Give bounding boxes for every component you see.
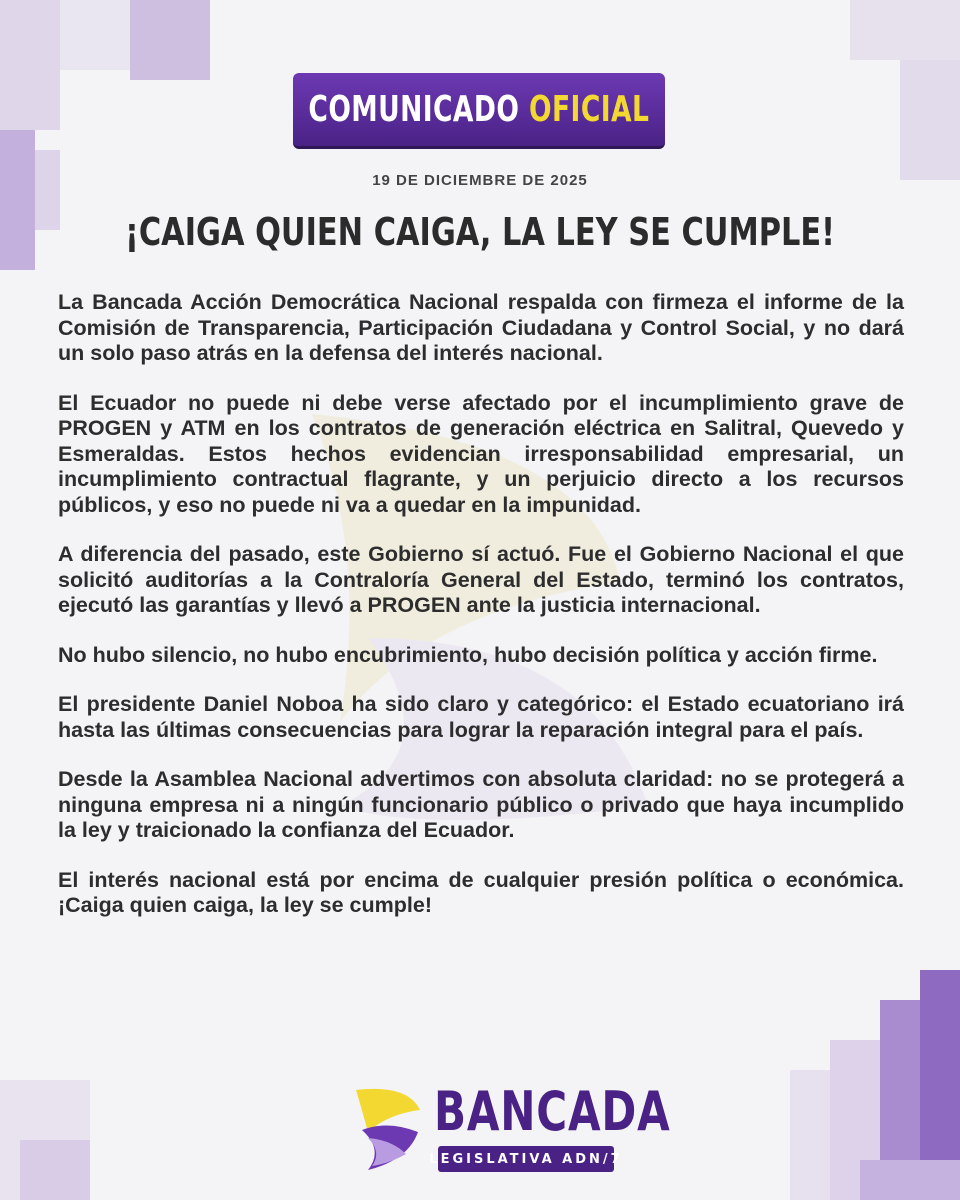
paragraph: El presidente Daniel Noboa ha sido claro y categórico: el Estado ecuatoriano irá hasta las últimas consecuencias para lograr la reparación integral para el país. <box>58 692 904 742</box>
header-badge <box>293 73 665 149</box>
logo-subtitle-badge <box>429 1146 623 1172</box>
logo-swirl-icon <box>348 1080 430 1176</box>
badge-title-main: COMUNICADO <box>308 89 520 130</box>
paragraph: El interés nacional está por encima de cualquier presión política o económica. ¡Caiga quien caiga, la ley se cumple! <box>58 867 904 917</box>
logo-subtitle: LEGISLATIVA ADN/7 <box>429 1151 623 1167</box>
logo-word: BANCADA <box>434 1080 671 1143</box>
statement-body <box>58 290 904 943</box>
badge-title <box>309 89 650 130</box>
paragraph: La Bancada Acción Democrática Nacional respalda con firmeza el informe de la Comisión de Transparencia, Participación Ciudadana y Control Social, y no dará un solo paso atrás en la defensa del interés nacional. <box>58 290 904 365</box>
statement-date: 19 DE DICIEMBRE DE 2025 <box>372 172 588 189</box>
headline: ¡CAIGA QUIEN CAIGA, LA LEY SE CUMPLE! <box>124 210 836 254</box>
paragraph: El Ecuador no puede ni debe verse afectado por el incumplimiento grave de PROGEN y ATM en los contratos de generación eléctrica en Salitral, Quevedo y Esmeraldas. Estos hechos evidencian irresponsabilidad empresarial, un incumplimiento contractual flagrante, y un perjuicio directo a los recursos públicos, y eso no puede ni va a quedar en la impunidad. <box>58 390 904 517</box>
badge-title-accent: OFICIAL <box>529 89 650 130</box>
paragraph: No hubo silencio, no hubo encubrimiento, hubo decisión política y acción firme. <box>58 642 878 667</box>
bancada-logo <box>348 1078 671 1178</box>
paragraph: A diferencia del pasado, este Gobierno sí actuó. Fue el Gobierno Nacional el que solicitó auditorías a la Contraloría General del Estado, terminó los contratos, ejecutó las garantías y llevó a PROGEN ante la justicia internacional. <box>58 542 904 617</box>
paragraph: Desde la Asamblea Nacional advertimos con absoluta claridad: no se protegerá a ninguna empresa ni a ningún funcionario público o privado que haya incumplido la ley y traicionado la confianza del Ecuador. <box>58 767 904 842</box>
